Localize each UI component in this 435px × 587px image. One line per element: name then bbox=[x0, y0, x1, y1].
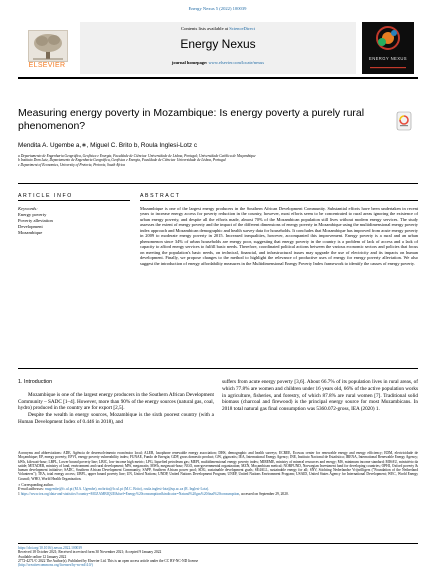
article-history: Received 18 October 2021; Received in revised form 30 November 2021; Accepted 9 January 2022 bbox=[18, 550, 162, 555]
emails-prefix: E-mail addresses: bbox=[18, 487, 44, 492]
cover-title: ENERGY NEXUS bbox=[369, 56, 407, 61]
paragraph: Mozambique is one of the largest energy producers in the Southern African Development Community – SADC [1–4]. However, more than 90% of the energy sources (natural gas, coal, hydro) produced in the country are for export [2,5]. bbox=[18, 391, 214, 412]
footnote-url[interactable]: https://www.iea.org/data-and-statistics?country=MOZAMBIQUE&fuel=Energy%20consumption&indicator=Natural%20gas%20final%20consumption bbox=[20, 491, 240, 496]
journal-header-box bbox=[80, 22, 356, 74]
section-heading: 1. Introduction bbox=[18, 379, 53, 385]
footnote-suffix: , accessed on September 29, 2020. bbox=[239, 491, 289, 496]
available-online: Available online 12 January 2022 bbox=[18, 554, 67, 559]
affiliation: b Instituto Dom Luiz, Departamento de Engenharia Geográfica, Geofísica e Energia, Faculdade de Ciências· Universidade de Lisboa, Portugal bbox=[18, 158, 226, 163]
article-title: Measuring energy poverty in Mozambique: Is energy poverty a purely rural phenomenon? bbox=[18, 107, 365, 132]
divider bbox=[18, 543, 418, 544]
paragraph: Despite the wealth in energy sources, Mozambique is the sixth poorest country (with a Human Development Index of 0.446 in 2018), and bbox=[18, 412, 214, 425]
contents-line bbox=[80, 26, 356, 31]
journal-reference[interactable]: Energy Nexus 5 (2022) 100039 bbox=[188, 6, 247, 11]
article-metadata-footer bbox=[18, 546, 418, 567]
tree-icon bbox=[28, 30, 68, 62]
acronyms-footnote: Acronyms and abbreviations: ADE, Agência de desenvolvimento económico local; ALER, lusophone renewable energy association; DHS, demographic and health surveys; ECREE, Ecowas center for renewable energy and energy efficiency; EDM, electricidade de Moçambique; EP, energy poverty; EPVI, energy poverty vulnerability index; FUNAE, Fundo de Energia; GDP, gross domestic product; GW, gigawatts; IEA, International Energy Agency; INE, Instituto Nacional de Estatística; IRENA, International Renewable Energy Agency; kWh, kilowatt-hour; LBPL, Lower bound poverty line; LBIC, low-income high metric; LPG, liquefied petroleum gas; MEPI, multidimensional energy poverty index; MIREME, ministry of mineral resources and energy; MS, minimum income standard; MISAU, ministério da saúde; MITADER, ministry of land, environment and rural development; MW, megawatts; MWh, megawatt-hour; NGO, non-governmental organization; MZN, Moçambican metical; NORFUND, Norwegian Investment fund for developing countries; OPHI, Oxford poverty & human development initiative; SADC, Southern African Development Community; SAPP, Southern African power pool; SDG, sustainable development goals; SE4ALL, sustainable energy for all; SNV, Stichting Nederlandse Vrijwilligers ("Foundation of the Netherland Volunteers"); TEA, total energy access; UBPL, upper bound poverty line; UN, United Nations; UNDP, United Nations Development Program; UNEP, United Nations Environment Program; USAID, United States Agency for International Development; WEC, World Energy Council; WHO, World Health Organization. bbox=[18, 451, 418, 481]
body-column-left bbox=[18, 379, 214, 426]
corresponding-author-note: ∗ Corresponding author. bbox=[18, 483, 54, 488]
keyword[interactable]: Development bbox=[18, 224, 43, 229]
keyword[interactable]: Energy poverty bbox=[18, 212, 47, 217]
cover-art-icon bbox=[362, 22, 414, 74]
affiliation: a Departamento de Engenharia Geográfica, Geofísica e Energia, Faculdade de Ciências· Universidade de Lisboa, Portugal; Universidade Católica de Moçambique bbox=[18, 154, 256, 158]
affiliations bbox=[18, 154, 418, 167]
keyword[interactable]: Poverty alleviation bbox=[18, 218, 53, 223]
paragraph: suffers from acute energy poverty [3,6]. About 66.7% of its population lives in rural areas, of which 77.8% are women and children under 16 years old, 66% of the active population works in agriculture, fisheries, and forestry, of which 87.8% are rural women [7]. Traditional solid biomass (charcoal and firewood) is the principal energy source for most Mozambicans. In 2018 total natural gas final consumption was 5360.072-gross, IEA (2020) 1. bbox=[222, 379, 418, 413]
author-list[interactable]: Mendita A. Ugembe a,∗, Miguel C. Brito b, Roula Inglesi-Lotz c bbox=[18, 142, 198, 149]
header-divider bbox=[18, 77, 418, 79]
journal-homepage bbox=[80, 60, 356, 65]
doi-link[interactable]: https://doi.org/10.1016/j.nexus.2022.100039 bbox=[18, 546, 82, 550]
footnote-1: 1 https://www.iea.org/data-and-statistics?country=MOZAMBIQUE&fuel=Energy%20consumption&indicator=Natural%20gas%20final%20consumption, accessed on September 29, 2020. bbox=[18, 491, 289, 496]
masthead bbox=[18, 22, 418, 74]
journal-cover-image[interactable] bbox=[362, 22, 414, 74]
contents-prefix: Contents lists available at bbox=[181, 26, 229, 31]
body-column-right bbox=[222, 379, 418, 413]
homepage-prefix: journal homepage: bbox=[171, 60, 208, 65]
check-for-updates-icon[interactable] bbox=[395, 110, 413, 132]
abstract-text: Mozambique is one of the largest energy producers in the Southern African Development Community. Substantial efforts have been undertaken in recent years to increase energy access for poverty reduction in the country, however, most efforts seem to be concentrated to rural areas ignoring the existence of urban energy poverty, and despite all the efforts made, almost 70% of the Mozambican population still lives without modern energy services. The study assesses the extent of energy poverty and the impact of the different dimensions of energy poverty in Mozambique using the multidimensional energy poverty index approach and Mozambican demographic and health survey data for households. It concludes that Mozambique has improved from acute energy poverty in 2009 to moderate energy poverty in 2015. Increased inequalities, however, accompanied this improvement. Energy poverty is a rural and an urban phenomenon since 34% of urban households are energy poor, suggesting that energy poverty in the country is a problem of lack of access and a lack of capacity to afford energy services to fulfill basic needs. Therefore, coordinated political actions between the various economic sectors and policies that focus on meeting the population's basic needs, on technical, financial, and infrastructural issues may upgrade the use of electricity and its impacts on human development. Finally, we propose changes to the method to highlight the relevance of productive uses of energy for energy poverty alleviation. We also suggest the introduction of energy affordability measures in the Multidimensional Energy Poverty Index framework to identify the causes of energy poverty. bbox=[140, 206, 418, 266]
publisher-name: ELSEVIER bbox=[28, 62, 66, 69]
license-link[interactable]: (http://creativecommons.org/licenses/by-nc-nd/4.0/) bbox=[18, 563, 93, 568]
elsevier-logo[interactable] bbox=[18, 28, 76, 70]
footnotes bbox=[18, 451, 418, 496]
sciencedirect-link[interactable]: ScienceDirect bbox=[229, 26, 255, 31]
affiliation: c Department of Economics, University of Pretoria, Pretoria, South Africa bbox=[18, 162, 126, 167]
abstract-heading: ABSTRACT bbox=[140, 193, 181, 199]
keyword[interactable]: Mozambique bbox=[18, 230, 43, 235]
divider bbox=[140, 200, 418, 201]
keywords-block bbox=[18, 206, 130, 236]
divider bbox=[18, 200, 130, 201]
divider bbox=[18, 183, 418, 184]
article-info-heading: ARTICLE INFO bbox=[18, 193, 73, 199]
email-links[interactable]: mugembe@fc.ul.pt (M.A. Ugembe), mcbrito@fc.ul.pt (M.C. Brito), roula.inglesi-lotz@up.ac.za (R. Inglesi-Lotz). bbox=[44, 487, 210, 492]
journal-title[interactable]: Energy Nexus bbox=[180, 37, 256, 51]
keywords-heading: Keywords: bbox=[18, 206, 38, 211]
copyright-line: 2772-4271/© 2022 The Author(s). Published by Elsevier Ltd. This is an open access article under the CC BY-NC-ND license bbox=[18, 558, 199, 563]
homepage-link[interactable]: www.elsevier.com/locate/nexus bbox=[208, 60, 265, 65]
divider bbox=[18, 368, 418, 369]
